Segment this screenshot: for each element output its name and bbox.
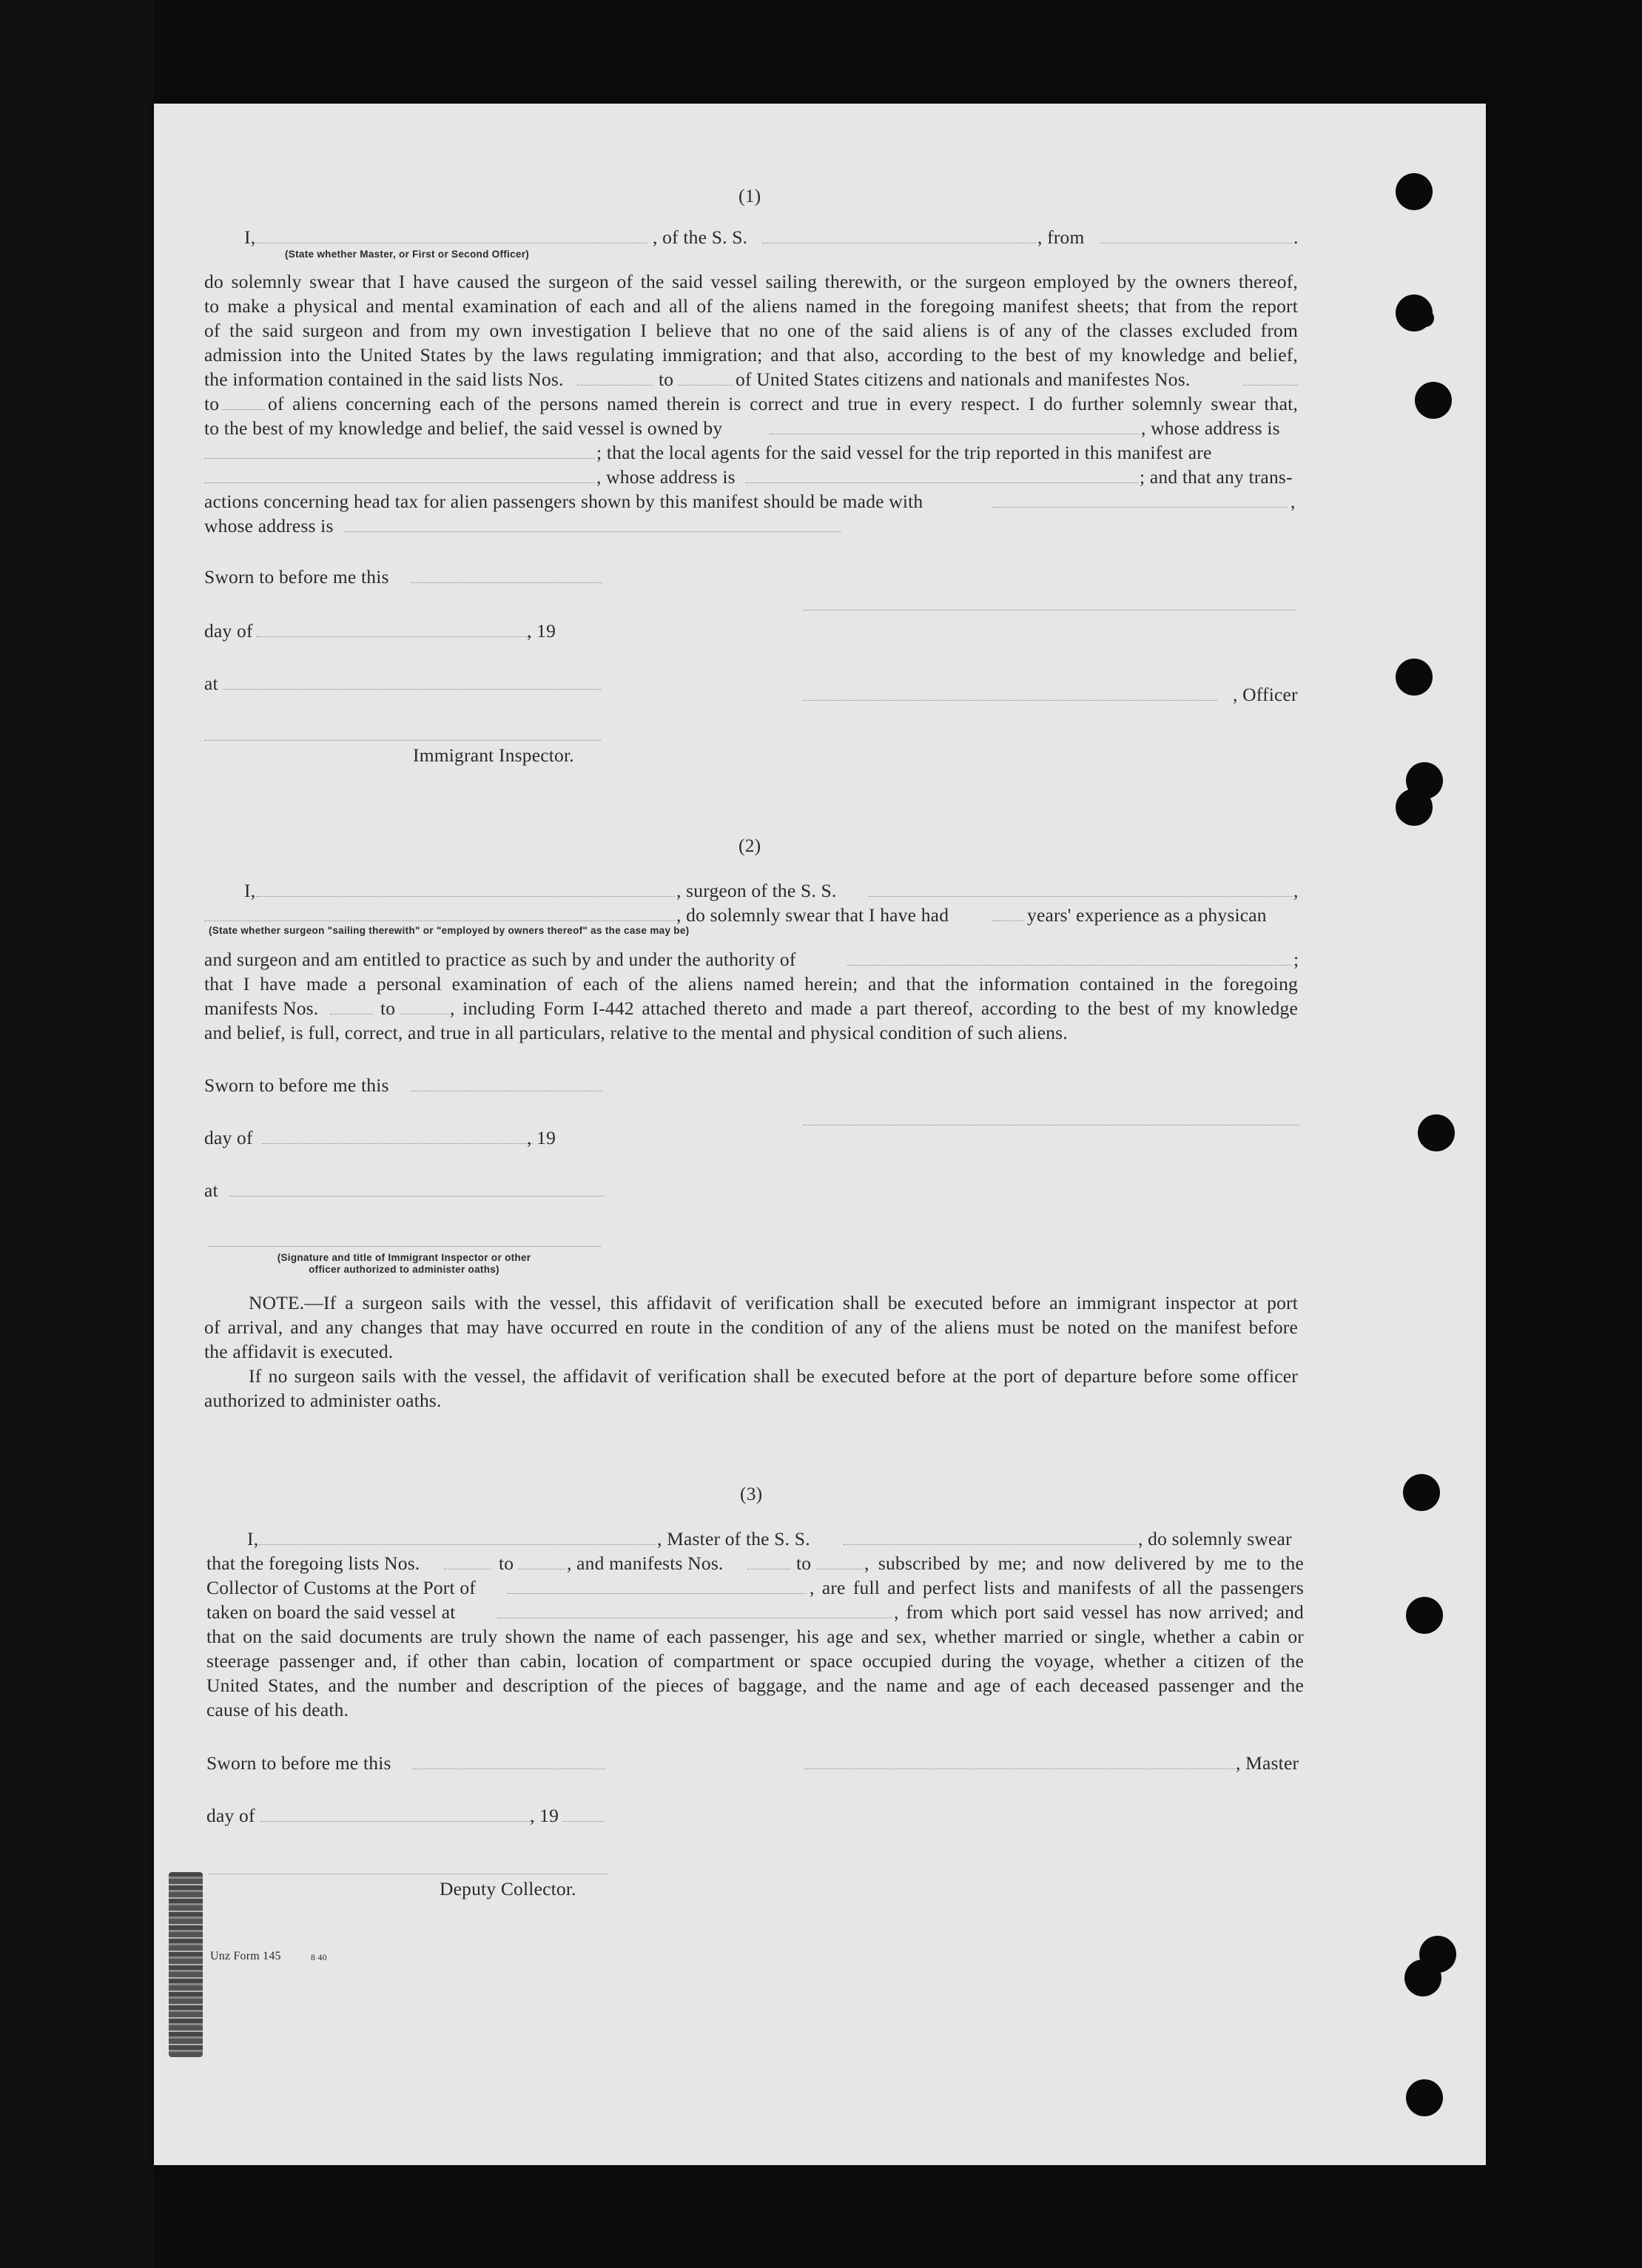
s1-day-of: day of bbox=[204, 620, 253, 642]
s1-sworn: Sworn to before me this bbox=[204, 566, 389, 588]
s3-collector-a: Collector of Customs at the Port of bbox=[206, 1577, 476, 1598]
s3-day-blank[interactable] bbox=[260, 1821, 534, 1822]
s3-taken-b: , from which port said vessel has now arrived; and bbox=[894, 1601, 1304, 1623]
s1-info-c: of United States citizens and nationals and manifestes Nos. bbox=[736, 369, 1191, 390]
s1-of-ss: , of the S. S. bbox=[653, 226, 748, 248]
punch-hole bbox=[1396, 659, 1433, 696]
s2-day-blank[interactable] bbox=[262, 1143, 533, 1144]
s1-local-a: ; that the local agents for the said vessel for the trip reported in this manifest are bbox=[596, 442, 1212, 463]
s3-master: , Master bbox=[1236, 1752, 1299, 1774]
s2-sig-note-2: officer authorized to administer oaths) bbox=[309, 1264, 499, 1275]
s2-place-blank[interactable] bbox=[229, 1196, 604, 1197]
s2-swear-b: years' experience as a physican bbox=[1027, 904, 1267, 926]
s2-personal: that I have made a personal examination of each of the aliens named herein; and that the information contained in the foregoing bbox=[204, 973, 1298, 995]
s2-intro-end: , bbox=[1293, 880, 1299, 901]
note-line-1: NOTE.—If a surgeon sails with the vessel, this affidavit of verification shall be executed before an immigrant inspector at port bbox=[249, 1292, 1298, 1313]
s2-swear-a: , do solemnly swear that I have had bbox=[676, 904, 949, 926]
s1-place-blank[interactable] bbox=[223, 689, 601, 690]
s1-to-b: of aliens concerning each of the persons named therein is correct and true in every respect. I do further solemnly swear that, bbox=[268, 393, 1298, 414]
note-end: the affidavit is executed. bbox=[204, 1341, 394, 1362]
s3-swear: , do solemnly swear bbox=[1138, 1528, 1292, 1549]
s3-intro-i: I, bbox=[247, 1528, 259, 1549]
officer-rank-note: (State whether Master, or First or Second Officer) bbox=[285, 249, 530, 260]
s1-info-b: to bbox=[659, 369, 674, 390]
s3-year-blank[interactable] bbox=[562, 1821, 604, 1822]
owner-address-blank[interactable] bbox=[204, 458, 595, 459]
s1-actions-b: , bbox=[1291, 491, 1296, 512]
s3-cause: cause of his death. bbox=[206, 1699, 349, 1720]
head-tax-address-blank[interactable] bbox=[345, 531, 841, 532]
s3-nineteen: , 19 bbox=[530, 1805, 559, 1826]
s3-taken-a: taken on board the said vessel at bbox=[206, 1601, 456, 1623]
agents-address-blank[interactable] bbox=[746, 482, 1138, 483]
customs-port-blank[interactable] bbox=[508, 1593, 807, 1594]
s1-intro-end: . bbox=[1293, 226, 1299, 248]
practice-authority-blank[interactable] bbox=[847, 965, 1291, 966]
punch-hole bbox=[1415, 382, 1452, 419]
s1-actions-a: actions concerning head tax for alien passengers shown by this manifest should be made with bbox=[204, 491, 923, 512]
punch-hole bbox=[1406, 2079, 1443, 2116]
s2-at: at bbox=[204, 1180, 218, 1201]
s2-belief: and belief, is full, correct, and true in all particulars, relative to the mental and physical condition of such aliens. bbox=[204, 1022, 1068, 1043]
left-margin bbox=[0, 0, 154, 2268]
s3-sworn: Sworn to before me this bbox=[206, 1752, 391, 1774]
s1-officer: , Officer bbox=[1233, 684, 1298, 705]
punch-hole bbox=[1396, 173, 1433, 210]
s2-surgeon-of-ss: , surgeon of the S. S. bbox=[676, 880, 837, 901]
s1-line-2: to make a physical and mental examination of each and all of the aliens named in the foregoing manifest sheets; that from the report bbox=[204, 295, 1298, 317]
punch-hole bbox=[1416, 309, 1434, 327]
punch-hole bbox=[1406, 1597, 1443, 1634]
s1-whose: whose address is bbox=[204, 515, 334, 536]
surgeon-status-note: (State whether surgeon "sailing therewith" or "employed by owners thereof" as the case may be) bbox=[209, 925, 690, 936]
section-3-heading: (3) bbox=[740, 1483, 763, 1504]
s2-day-of: day of bbox=[204, 1127, 253, 1148]
s3-lists-c: , and manifests Nos. bbox=[567, 1552, 724, 1574]
s1-best-b: , whose address is bbox=[1141, 417, 1280, 439]
s1-inspector-signature-line[interactable] bbox=[204, 740, 601, 741]
s1-from: , from bbox=[1037, 226, 1085, 248]
s1-best-a: to the best of my knowledge and belief, the said vessel is owned by bbox=[204, 417, 723, 439]
s2-intro-i: I, bbox=[244, 880, 256, 901]
citizen-lists-from-blank[interactable] bbox=[577, 385, 653, 386]
s3-master-of-ss: , Master of the S. S. bbox=[657, 1528, 810, 1549]
citizen-lists-to-blank[interactable] bbox=[678, 385, 733, 386]
s3-line-1: that on the said documents are truly shown the name of each passenger, his age and sex, whether married or single, whether a cabin or bbox=[206, 1626, 1304, 1647]
s2-sig-note-1: (Signature and title of Immigrant Inspector or other bbox=[277, 1252, 531, 1263]
s1-inspector: Immigrant Inspector. bbox=[413, 744, 574, 766]
s3-lists-b: to bbox=[499, 1552, 514, 1574]
s1-officer-title-line[interactable] bbox=[803, 700, 1217, 701]
s3-day-of: day of bbox=[206, 1805, 255, 1826]
s1-nineteen: , 19 bbox=[527, 620, 556, 642]
form-number: Unz Form 145 bbox=[210, 1950, 281, 1962]
s2-manifests-b: to bbox=[380, 997, 396, 1019]
s1-at: at bbox=[204, 673, 218, 694]
s1-addr-a: , whose address is bbox=[596, 466, 736, 488]
alien-manifests-to-blank[interactable] bbox=[222, 409, 265, 410]
s1-to-a: to bbox=[204, 393, 220, 414]
s3-lists-e: , subscribed by me; and now delivered by me to the bbox=[864, 1552, 1304, 1574]
surgeon-name-blank[interactable] bbox=[256, 896, 675, 897]
punch-hole bbox=[1396, 789, 1433, 826]
s1-line-3: of the said surgeon and from my own investigation I believe that no one of the said aliens is of any of the classes excluded from bbox=[204, 320, 1298, 341]
punch-hole bbox=[1418, 1114, 1455, 1151]
s2-inspector-signature-line[interactable] bbox=[209, 1246, 601, 1247]
s1-sworn-date-blank[interactable] bbox=[411, 582, 602, 583]
s1-line-1: do solemnly swear that I have caused the surgeon of the said vessel sailing therewith, or the surgeon employed by the owners thereof, bbox=[204, 271, 1298, 292]
s3-lists-a: that the foregoing lists Nos. bbox=[206, 1552, 420, 1574]
head-tax-contact-blank[interactable] bbox=[992, 507, 1288, 508]
s1-addr-b: ; and that any trans- bbox=[1140, 466, 1293, 488]
s2-manifests-c: , including Form I-442 attached thereto and made a part thereof, according to the best of my knowledge bbox=[450, 997, 1298, 1019]
s1-day-blank[interactable] bbox=[256, 636, 531, 637]
s2-manifests-a: manifests Nos. bbox=[204, 997, 319, 1019]
s2-entitled-end: ; bbox=[1293, 949, 1299, 970]
s3-collector-b: , are full and perfect lists and manifests of all the passengers bbox=[810, 1577, 1304, 1598]
s3-line-2: steerage passenger and, if other than cabin, location of compartment or space occupied during the voyage, whether a citizen of the bbox=[206, 1650, 1304, 1672]
s1-line-4: admission into the United States by the laws regulating immigration; and that also, according to the best of my knowledge and belief, bbox=[204, 344, 1298, 366]
s2-sworn: Sworn to before me this bbox=[204, 1074, 389, 1096]
s2-vessel-name-blank[interactable] bbox=[869, 896, 1292, 897]
s3-lists-d: to bbox=[796, 1552, 812, 1574]
s2-nineteen: , 19 bbox=[527, 1127, 556, 1148]
alien-manifests-from-blank[interactable] bbox=[1243, 385, 1298, 386]
s3-deputy: Deputy Collector. bbox=[440, 1878, 576, 1899]
punch-hole bbox=[1403, 1474, 1440, 1511]
section-1-heading: (1) bbox=[738, 185, 761, 206]
note-line-2: of arrival, and any changes that may have occurred en route in the condition of any of the aliens must be noted on the manifest before bbox=[204, 1316, 1298, 1338]
local-agents-blank[interactable] bbox=[204, 482, 595, 483]
s2-entitled: and surgeon and am entitled to practice as such by and under the authority of bbox=[204, 949, 796, 970]
note2-end: authorized to administer oaths. bbox=[204, 1390, 442, 1411]
margin-smudge bbox=[169, 1872, 203, 2057]
s3-vessel-name-blank[interactable] bbox=[844, 1544, 1137, 1545]
punch-hole bbox=[1404, 1959, 1441, 1996]
s3-line-3: United States, and the number and description of the pieces of baggage, and the name and age of each deceased passenger and the bbox=[206, 1675, 1304, 1696]
s1-info-a: the information contained in the said lists Nos. bbox=[204, 369, 564, 390]
section-2-heading: (2) bbox=[738, 835, 761, 856]
note2-line: If no surgeon sails with the vessel, the affidavit of verification shall be executed before at the port of departure before some officer bbox=[249, 1365, 1298, 1387]
s1-intro-i: I, bbox=[244, 226, 256, 248]
form-code: 8 40 bbox=[311, 1952, 327, 1962]
master-name-blank[interactable] bbox=[259, 1544, 656, 1545]
